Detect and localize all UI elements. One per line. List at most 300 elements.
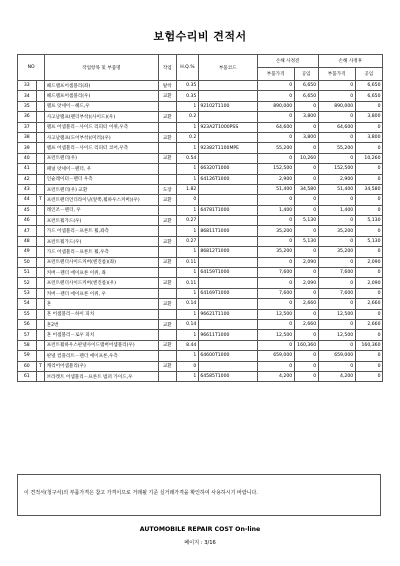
row-labor-before: 5,130 [294,236,318,246]
row-hq: 0.14 [177,299,199,309]
row-item-name: 프런트휠가드(우) [45,216,158,226]
row-labor-before: 0 [294,361,318,371]
row-part-code: 64781T1000 [198,205,257,215]
row-part-price-before: 0 [257,257,294,267]
row-hq: 0.11 [177,257,199,267]
row-hq: 1 [177,247,199,257]
header-labor-after: 공임 [355,68,382,81]
estimate-rows [18,81,383,382]
row-job [158,143,177,153]
row-job: 교환 [158,132,177,142]
row-item-name: 사고날램프(도어부착)(미러)(우) [45,132,158,142]
table-row [18,174,383,184]
row-labor-before: 0 [294,143,318,153]
row-part-price-after: 64,600 [318,122,355,132]
row-labor-before: 5,130 [294,216,318,226]
row-hq: 1 [177,288,199,298]
row-item-name: 가드 어셈블리－프론트 휠,좌측 [45,226,158,236]
row-part-price-before: 35,200 [257,247,294,257]
table-row [18,122,383,132]
row-part-price-before: 659,000 [257,351,294,361]
row-type-flag [36,91,45,101]
row-hq: 1 [177,268,199,278]
row-labor-after: 2,090 [355,257,382,267]
row-labor-after: 0 [355,247,382,257]
table-row [18,205,383,215]
row-hq: 0.2 [177,112,199,122]
row-no: 59 [18,351,37,361]
row-item-name: 캐리어어셈블리(우) [45,361,158,371]
row-labor-before: 0 [294,195,318,205]
row-labor-before: 160,360 [294,340,318,350]
row-type-flag [36,236,45,246]
row-labor-before: 0 [294,371,318,381]
table-row [18,278,383,288]
row-no: 55 [18,309,37,319]
row-labor-before: 2,660 [294,299,318,309]
table-row [18,330,383,340]
row-job [158,330,177,340]
row-labor-before: 0 [294,101,318,111]
row-job [158,247,177,257]
row-type-flag [36,288,45,298]
row-labor-after: 0 [355,101,382,111]
row-type-flag: T [36,361,45,371]
row-no: 35 [18,101,37,111]
row-type-flag [36,319,45,329]
row-part-price-after: 12,500 [318,309,355,319]
row-part-price-after: 0 [318,112,355,122]
row-hq: 1 [177,226,199,236]
row-item-name: 사고날램프(펜더부착)(사이드)(우) [45,112,158,122]
row-type-flag [36,268,45,278]
row-job [158,205,177,215]
footer-brand: AUTOMOBILE REPAIR COST On-line [139,526,261,533]
row-part-price-after: 0 [318,91,355,101]
table-row [18,319,383,329]
row-labor-after: 3,800 [355,112,382,122]
disclaimer-box [17,474,381,516]
row-item-name: 헤드램프어셈블리(우) [45,91,158,101]
header-part-price-before: 부품가격 [257,68,294,81]
row-hq: 0.27 [177,236,199,246]
row-job [158,164,177,174]
row-labor-after: 160,360 [355,340,382,350]
row-part-price-before: 51,400 [257,184,294,194]
row-type-flag [36,122,45,132]
table-row [18,361,383,371]
row-job [158,351,177,361]
header-hq: H.Q.% [177,55,199,81]
row-type-flag [36,340,45,350]
row-job: 교환 [158,195,177,205]
row-part-price-before: 0 [257,132,294,142]
row-item-name: 브라켓트 어셈블리－프론트 범퍼 가이드,우 [45,371,158,381]
row-labor-after: 0 [355,330,382,340]
row-no: 45 [18,205,37,215]
row-labor-before: 10,260 [294,153,318,163]
table-row [18,101,383,111]
row-no: 53 [18,288,37,298]
row-part-price-after: 0 [318,81,355,91]
row-hq: 0.35 [177,81,199,91]
row-part-price-after: 7,600 [318,288,355,298]
row-hq: 1 [177,371,199,381]
row-job: 교환 [158,278,177,288]
row-no: 40 [18,153,37,163]
row-no: 57 [18,330,37,340]
row-labor-after: 2,090 [355,278,382,288]
table-row [18,153,383,163]
row-part-code [198,361,257,371]
row-part-price-before: 0 [257,153,294,163]
row-hq: 1 [177,164,199,174]
row-no: 52 [18,278,37,288]
table-row [18,288,383,298]
row-item-name: 프런트펜더언더라이닝(앞쪽,휠하우스커버)(우) [45,195,158,205]
row-part-price-after: 0 [318,361,355,371]
table-row [18,236,383,246]
row-type-flag [36,184,45,194]
row-no: 36 [18,112,37,122]
row-type-flag [36,143,45,153]
row-labor-after: 0 [355,361,382,371]
row-part-price-after: 51,400 [318,184,355,194]
row-part-price-after: 55,200 [318,143,355,153]
row-part-code: 92102T1100 [198,101,257,111]
row-labor-before: 2,660 [294,319,318,329]
row-labor-before: 34,580 [294,184,318,194]
row-no: 56 [18,319,37,329]
row-item-name: 램프 어셈블리－사이드 리피터 코어,우측 [45,143,158,153]
row-job [158,174,177,184]
row-part-price-after: 0 [318,257,355,267]
row-part-price-before: 0 [257,91,294,101]
row-part-price-after: 0 [318,340,355,350]
row-no: 49 [18,247,37,257]
row-labor-before: 0 [294,226,318,236]
row-labor-before: 3,800 [294,132,318,142]
row-type-flag [36,278,45,288]
row-no: 61 [18,371,37,381]
row-job: 교환 [158,216,177,226]
row-labor-after: 0 [355,371,382,381]
row-part-code [198,257,257,267]
row-part-price-before: 64,600 [257,122,294,132]
row-part-price-after: 0 [318,299,355,309]
row-item-name: 커버－펜더 에이프론 이퀴, 우 [45,288,158,298]
table-row [18,257,383,267]
row-job: 교환 [158,319,177,329]
row-part-price-after: 4,200 [318,371,355,381]
estimate-table [17,54,383,382]
row-part-code [198,112,257,122]
row-part-code [198,132,257,142]
row-part-code: 64126T1000 [198,174,257,184]
row-hq: 0.54 [177,153,199,163]
row-labor-after: 0 [355,164,382,174]
row-item-name: 혼 [45,299,158,309]
row-job [158,371,177,381]
header-part-code: 부품코드 [198,55,257,81]
row-part-price-before: 0 [257,299,294,309]
row-job: 교환 [158,236,177,246]
row-job: 교환 [158,112,177,122]
row-hq: 0.14 [177,319,199,329]
header-after-assessment: 손해 사정후 [318,55,382,68]
row-job: 도장 [158,184,177,194]
row-part-price-before: 4,200 [257,371,294,381]
row-hq: 1 [177,174,199,184]
row-no: 58 [18,340,37,350]
row-type-flag [36,351,45,361]
row-labor-after: 0 [355,268,382,278]
row-labor-before: 0 [294,122,318,132]
row-item-name: 혼 어셈블리－로우 피치 [45,330,158,340]
row-job: 교환 [158,340,177,350]
row-part-code: 64585T1000 [198,371,257,381]
row-part-price-before: 0 [257,236,294,246]
row-part-price-before: 0 [257,112,294,122]
row-part-price-before: 2,900 [257,174,294,184]
row-no: 43 [18,184,37,194]
row-part-code [198,340,257,350]
table-row [18,112,383,122]
row-no: 34 [18,91,37,101]
row-type-flag [36,309,45,319]
row-job [158,122,177,132]
header-labor-before: 공임 [294,68,318,81]
row-hq: 0.2 [177,132,199,142]
row-part-code: 64169T1000 [198,288,257,298]
row-no: 48 [18,236,37,246]
row-no: 44 [18,195,37,205]
row-part-code: 96611T1000 [198,330,257,340]
row-part-code [198,299,257,309]
row-labor-after: 0 [355,288,382,298]
table-row [18,184,383,194]
row-job [158,268,177,278]
row-hq: 8.44 [177,340,199,350]
row-part-price-after: 1,400 [318,205,355,215]
row-type-flag: T [36,195,45,205]
row-part-price-after: 0 [318,195,355,205]
row-item-name: 인슐레이터－펜더 우측 [45,174,158,184]
row-part-code [198,195,257,205]
row-part-price-after: 0 [318,153,355,163]
row-part-price-before: 0 [257,319,294,329]
row-part-price-before: 12,500 [257,309,294,319]
row-part-code [198,81,257,91]
row-item-name: 패널 앗세이－펜더, 우 [45,164,158,174]
row-type-flag [36,164,45,174]
row-part-price-after: 152,500 [318,164,355,174]
table-row [18,91,383,101]
row-labor-after: 2,660 [355,319,382,329]
row-no: 50 [18,257,37,267]
row-item-name: 헤드램프어셈블리(좌) [45,81,158,91]
row-no: 38 [18,132,37,142]
row-hq: 1 [177,101,199,111]
row-labor-after: 0 [355,309,382,319]
row-item-name: 프런트휠가드(우) [45,236,158,246]
row-item-name: 혼2번 [45,319,158,329]
table-row [18,268,383,278]
row-part-price-before: 55,200 [257,143,294,153]
row-job [158,309,177,319]
row-no: 47 [18,226,37,236]
table-row [18,132,383,142]
row-labor-before: 0 [294,351,318,361]
row-part-price-before: 0 [257,195,294,205]
row-labor-after: 34,580 [355,184,382,194]
header-before-assessment: 손해 사정전 [257,55,318,68]
row-part-price-after: 659,000 [318,351,355,361]
row-labor-after: 6,650 [355,81,382,91]
row-labor-after: 5,130 [355,236,382,246]
row-part-price-before: 35,200 [257,226,294,236]
row-job: 교환 [158,257,177,267]
row-part-code [198,278,257,288]
row-no: 60 [18,361,37,371]
row-labor-after: 0 [355,205,382,215]
row-part-code: 64600T1000 [198,351,257,361]
row-part-price-before: 0 [257,81,294,91]
row-hq: 0.35 [177,91,199,101]
header-part-price-after: 부품가격 [318,68,355,81]
row-part-price-before: 0 [257,216,294,226]
row-hq: 1 [177,330,199,340]
row-no: 51 [18,268,37,278]
row-hq: 0.11 [177,278,199,288]
row-type-flag [36,153,45,163]
row-type-flag [36,112,45,122]
row-job: 교환 [158,153,177,163]
row-part-price-before: 1,400 [257,205,294,215]
row-labor-before: 0 [294,247,318,257]
row-job: 교환 [158,299,177,309]
row-labor-after: 2,660 [355,299,382,309]
row-part-code [198,153,257,163]
row-labor-after: 5,130 [355,216,382,226]
row-labor-before: 0 [294,288,318,298]
row-no: 42 [18,174,37,184]
row-hq: 1 [177,143,199,153]
table-row [18,299,383,309]
row-job [158,288,177,298]
table-row [18,216,383,226]
row-hq: 0.27 [177,216,199,226]
row-item-name: 프런트펜더사이드커버(엔진룸)(좌) [45,257,158,267]
row-no: 54 [18,299,37,309]
row-labor-after: 0 [355,226,382,236]
row-item-name: 프런트휠하우스판넬사이드멤버어셈블리(우) [45,340,158,350]
row-part-price-before: 12,500 [257,330,294,340]
row-type-flag [36,132,45,142]
row-part-code [198,184,257,194]
row-labor-after: 0 [355,143,382,153]
row-hq: 1 [177,351,199,361]
table-row [18,164,383,174]
row-part-code: 66320T1000 [198,164,257,174]
row-item-name: 레인조－펜더, 우 [45,205,158,215]
row-type-flag [36,330,45,340]
row-part-price-after: 0 [318,132,355,142]
row-labor-after: 0 [355,122,382,132]
row-hq: 1.82 [177,184,199,194]
row-no: 37 [18,122,37,132]
row-labor-after: 0 [355,195,382,205]
row-labor-before: 0 [294,174,318,184]
row-type-flag [36,101,45,111]
table-row [18,340,383,350]
row-part-code [198,91,257,101]
row-no: 33 [18,81,37,91]
row-labor-before: 0 [294,268,318,278]
row-labor-after: 6,650 [355,91,382,101]
row-part-price-after: 0 [318,216,355,226]
row-item-name: 판넬 컴플리트－펜더 에이프론,우측 [45,351,158,361]
row-part-code: 96621T1100 [198,309,257,319]
disclaimer-text: 이 견적서(청구서)의 부품가격은 참고 가격이므로 거래될 기준 실거래가격을 확인하여 사용하시기 바랍니다. [24,490,258,496]
row-part-code: 86811T1000 [198,226,257,236]
row-part-price-after: 0 [318,319,355,329]
row-item-name: 프런트펜더사이드커버(엔진룸)(우) [45,278,158,288]
row-job: 교환 [158,91,177,101]
row-item-name: 램프 앗세이－헤드,우 [45,101,158,111]
row-part-price-after: 35,200 [318,247,355,257]
table-row [18,371,383,381]
row-labor-before: 6,650 [294,91,318,101]
row-hq: 1 [177,122,199,132]
row-type-flag [36,226,45,236]
row-job: 교환 [158,361,177,371]
row-item-name: 프런트펜더(우) 교환 [45,184,158,194]
row-part-price-before: 7,600 [257,268,294,278]
row-part-price-after: 35,200 [318,226,355,236]
row-part-price-before: 890,000 [257,101,294,111]
row-labor-before: 3,800 [294,112,318,122]
table-row [18,81,383,91]
row-labor-after: 0 [355,351,382,361]
row-labor-after: 3,800 [355,132,382,142]
row-labor-before: 6,650 [294,81,318,91]
row-labor-after: 10,260 [355,153,382,163]
page-title: 보험수리비 견적서 [153,30,247,43]
row-hq: 0 [177,195,199,205]
row-part-price-after: 7,600 [318,268,355,278]
row-labor-before: 0 [294,205,318,215]
row-part-price-after: 890,000 [318,101,355,111]
row-part-price-before: 0 [257,361,294,371]
row-part-code: 92382T1100MPE [198,143,257,153]
row-part-code: 923A2T1000PSS [198,122,257,132]
row-type-flag [36,371,45,381]
row-type-flag [36,174,45,184]
row-labor-before: 0 [294,330,318,340]
row-part-price-before: 7,600 [257,288,294,298]
row-type-flag [36,257,45,267]
row-part-price-after: 2,900 [318,174,355,184]
table-row [18,195,383,205]
row-no: 39 [18,143,37,153]
row-type-flag [36,247,45,257]
row-labor-before: 0 [294,309,318,319]
row-part-code: 64159T1000 [198,268,257,278]
table-row [18,226,383,236]
page-number: 페이지 : 3/16 [184,540,216,546]
row-item-name: 램프 어셈블리－사이드 리피터 이퀴,우측 [45,122,158,132]
